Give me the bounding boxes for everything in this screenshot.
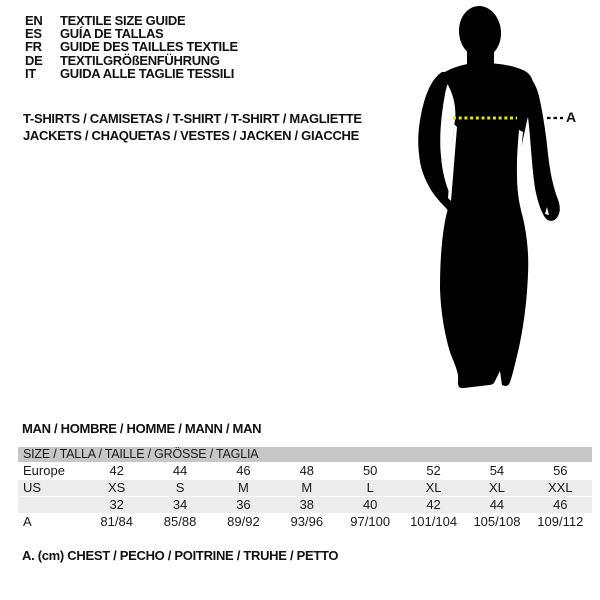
table-row-us <box>18 480 592 496</box>
table-cell: 101/104 <box>410 514 458 529</box>
table-cell: 85/88 <box>163 514 197 529</box>
language-row-de <box>25 54 238 67</box>
garment-types <box>23 110 362 144</box>
table-cell: 46 <box>553 497 568 512</box>
table-cell: 81/84 <box>100 514 133 529</box>
table-cell: XL <box>488 480 505 495</box>
table-cell: 97/100 <box>350 514 391 529</box>
table-cell: 44 <box>172 463 188 478</box>
table-cell: 50 <box>362 463 378 478</box>
table-cell: 52 <box>426 463 441 478</box>
measure-label-a: A <box>566 109 577 125</box>
table-cell: 93/96 <box>290 514 324 529</box>
table-cell: 109/112 <box>537 514 584 529</box>
table-cell: 42 <box>426 497 441 512</box>
section-title-man: MAN / HOMBRE / HOMME / MANN / MAN <box>22 421 262 436</box>
table-cell: 56 <box>553 463 568 478</box>
table-cell: 54 <box>489 463 505 478</box>
language-label: GUIDE DES TAILLES TEXTILE <box>60 39 238 55</box>
language-label: TEXTILGRÖßENFÜHRUNG <box>60 52 220 68</box>
table-row-europe <box>18 463 592 479</box>
row-label-europe: Europe <box>23 463 65 478</box>
table-cell: S <box>175 480 185 495</box>
man-silhouette <box>418 4 560 388</box>
table-cell: XXL <box>548 480 573 495</box>
table-cell: M <box>301 480 313 495</box>
man-silhouette-figure <box>405 0 600 400</box>
table-cell: 38 <box>299 497 315 512</box>
table-cell: 89/92 <box>227 514 260 529</box>
table-cell: 46 <box>236 463 251 478</box>
table-cell: 44 <box>489 497 505 512</box>
language-list <box>25 14 238 80</box>
table-cell: 32 <box>109 497 124 512</box>
size-table <box>18 447 592 531</box>
table-cell: 40 <box>362 497 378 512</box>
language-code: ES <box>25 26 42 42</box>
row-label-us: US <box>23 480 42 495</box>
table-cell: 48 <box>299 463 315 478</box>
row-label-a: A <box>23 514 32 529</box>
language-code: EN <box>25 13 43 28</box>
table-cell: 105/108 <box>473 514 521 529</box>
table-row-us-numeric <box>18 497 592 513</box>
language-row-fr <box>25 40 238 53</box>
table-cell: XL <box>425 480 442 495</box>
language-code: DE <box>25 52 43 68</box>
garment-line-tshirts: T-SHIRTS / CAMISETAS / T-SHIRT / T-SHIRT / MAGLIETTE <box>23 111 362 126</box>
language-label: GUÍA DE TALLAS <box>60 26 164 42</box>
man-silhouette-svg <box>405 0 600 400</box>
table-cell: 36 <box>236 497 251 512</box>
garment-line-jackets: JACKETS / CHAQUETAS / VESTES / JACKEN / GIACCHE <box>23 128 359 143</box>
language-code: IT <box>25 65 36 81</box>
language-label: GUIDA ALLE TAGLIE TESSILI <box>60 65 235 81</box>
table-cell: M <box>238 480 249 495</box>
table-row-a-chest <box>18 514 592 530</box>
row-label-blank <box>18 497 85 513</box>
table-cell: 34 <box>172 497 188 512</box>
footnote-chest-legend: A. (cm) CHEST / PECHO / POITRINE / TRUHE / PETTO <box>22 548 339 563</box>
table-cell: L <box>366 480 374 495</box>
size-table-header: SIZE / TALLA / TAILLE / GRÖSSE / TAGLIA <box>18 447 592 462</box>
language-row-it <box>25 67 238 80</box>
table-cell: 42 <box>109 463 124 478</box>
language-code: FR <box>25 39 42 55</box>
language-label: TEXTILE SIZE GUIDE <box>60 13 186 28</box>
table-cell: XS <box>108 480 126 495</box>
